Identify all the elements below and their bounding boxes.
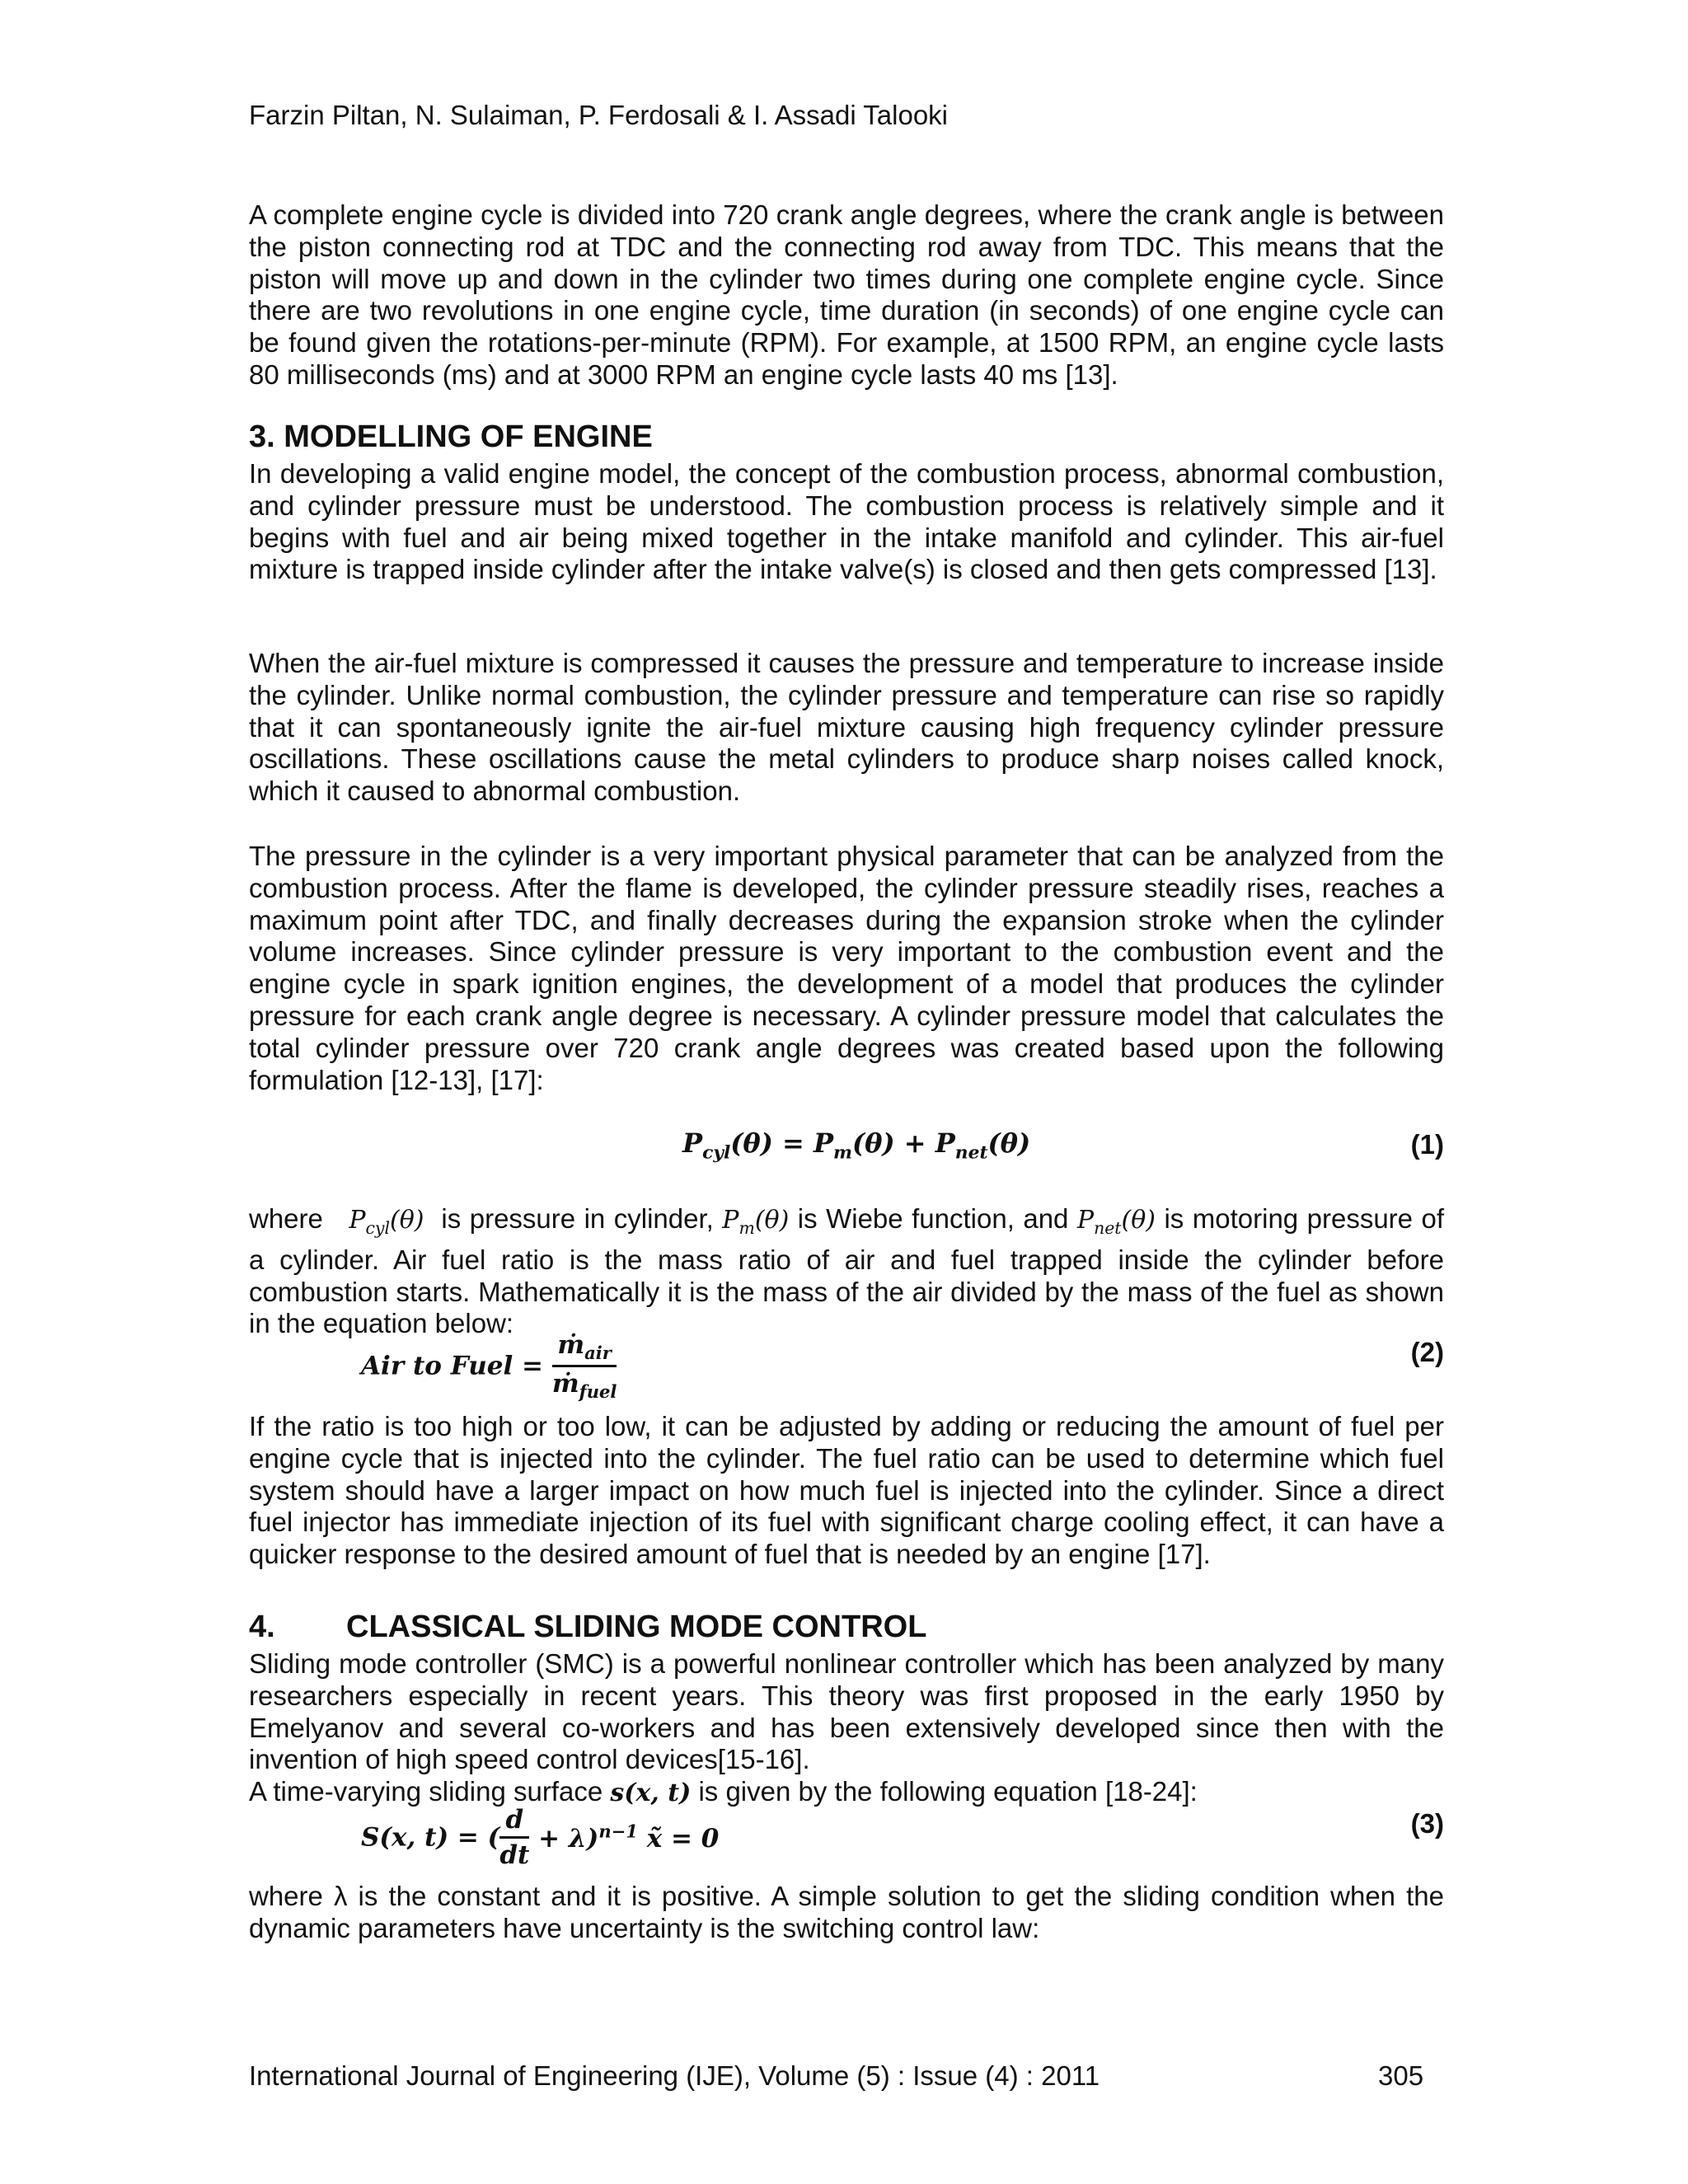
paragraph-engine-cycle: A complete engine cycle is divided into 720 crank angle degrees, where the crank angle is between the piston connecting rod at TDC and the connecting rod away from TDC. This means that the piston will move up and down in the cylinder two times during one complete engine cycle. Since there are two revolutions in one engine cycle, time duration (in seconds) of one engine cycle can be found given the rotations-per-minute (RPM). For example, at 1500 RPM, an engine cycle lasts 80 milliseconds (ms) and at 3000 RPM an engine cycle lasts 40 ms [13]. (249, 199, 1444, 390)
section-heading-modelling: 3. MODELLING OF ENGINE (249, 419, 653, 454)
equation-1: $P_{cyl}(\theta) = P_m(\theta) + P_{net}(\theta)$ (682, 1127, 1031, 1164)
inline-math-pcyl: $P_{cyl}(\theta)$ (349, 1206, 424, 1238)
paragraph-fuel-ratio: If the ratio is too high or too low, it can be adjusted by adding or reducing the amount of fuel per engine cycle that is injected into the cylinder. The fuel ratio can be used to determine which fuel system should have a larger impact on how much fuel is injected into the cylinder. Since a direct fuel injector has immediate injection of its fuel with significant charge cooling effect, it can have a quicker response to the desired amount of fuel that is needed by an engine [17]. (249, 1411, 1444, 1570)
inline-math-pnet: $P_{net}(\theta)$ (1076, 1206, 1156, 1238)
paragraph-where-pressure: where $P_{cyl}(\theta)$ is pressure in cylinder, $P_m(\theta)$ is Wiebe function, and $P_{net}(\theta)$ is motoring pressure of a cylinder. Air fuel ratio is the mass ratio of air and fuel trapped inside the cylinder before combustion starts. Mathematically it is the mass of the air divided by the mass of the fuel as shown in the equation below: (249, 1203, 1445, 1339)
inline-math-sxt: s(x, t) (610, 1779, 692, 1807)
running-header-authors: Farzin Piltan, N. Sulaiman, P. Ferdosali & I. Assadi Talooki (249, 100, 949, 130)
paragraph-engine-model: In developing a valid engine model, the concept of the combustion process, abnormal combustion, and cylinder pressure must be understood. The combustion process is relatively simple and it begins with fuel and air being mixed together in the intake manifold and cylinder. This air-fuel mixture is trapped inside cylinder after the intake valve(s) is closed and then gets compressed [13]. (249, 458, 1444, 585)
equation-3-number: (3) (1410, 1808, 1444, 1839)
equation-1-number: (1) (1410, 1129, 1444, 1160)
air-fuel-fraction: $\frac{ṁ_{air}}{ṁ_{fuel}}$ (551, 1330, 617, 1403)
footer-journal: International Journal of Engineering (IJE), Volume (5) : Issue (4) : 2011 (249, 2060, 1100, 2091)
footer-page-number: 305 (1378, 2060, 1424, 2091)
equation-2: Air to Fuel = $\frac{ṁ_{air}}{ṁ_{fuel}}$ (361, 1330, 617, 1403)
paragraph-cylinder-pressure: The pressure in the cylinder is a very important physical parameter that can be analyzed from the combustion process. After the flame is developed, the cylinder pressure steadily rises, reaches a maximum point after TDC, and finally decreases during the expansion stroke when the cylinder volume increases. Since cylinder pressure is very important to the combustion event and the engine cycle in spark ignition engines, the development of a model that produces the cylinder pressure for each crank angle degree is necessary. A cylinder pressure model that calculates the total cylinder pressure over 720 crank angle degrees was created based upon the following formulation [12-13], [17]: (249, 841, 1444, 1095)
equation-3: S(x, t) = ( $\frac{d}{dt}$ + λ)$^{n-1}$ x̃ = 0 (361, 1805, 720, 1870)
document-page: Farzin Piltan, N. Sulaiman, P. Ferdosali & I. Assadi Talooki A complete engine cycle is divided into 720 crank angle degrees, where the crank angle is between the piston connecting rod at TDC and the connecting rod away from TDC. This means that the piston will move up and down in the cylinder two times during one complete engine cycle. Since there are two revolutions in one engine cycle, time duration (in seconds) of one engine cycle can be found given the rotations-per-minute (RPM). For example, at 1500 RPM, an engine cycle lasts 80 milliseconds (ms) and at 3000 RPM an engine cycle lasts 40 ms [13]. 3. MODELLING OF ENGINE In developing a valid engine model, the concept of the combustion process, abnormal combustion, and cylinder pressure must be understood. The combustion process is relatively simple and it begins with fuel and air being mixed together in the intake manifold and cylinder. This air-fuel mixture is trapped inside cylinder after the intake valve(s) is closed and then gets compressed [13]. When the air-fuel mixture is compressed it causes the pressure and temperature to increase inside the cylinder. Unlike normal combustion, the cylinder pressure and temperature can rise so rapidly that it can spontaneously ignite the air-fuel mixture causing high frequency cylinder pressure oscillations. These oscillations cause the metal cylinders to produce sharp noises called knock, which it caused to abnormal combustion. The pressure in the cylinder is a very important physical parameter that can be analyzed from the combustion process. After the flame is developed, the cylinder pressure steadily rises, reaches a maximum point after TDC, and finally decreases during the expansion stroke when the cylinder volume increases. Since cylinder pressure is very important to the combustion event and the engine cycle in spark ignition engines, the development of a model that produces the cylinder pressure for each crank angle degree is necessary. A cylinder pressure model that calculates the total cylinder pressure over 720 crank angle degrees was created based upon the following formulation [12-13], [17]: $P_{cyl}(\theta) = P_m(\theta) + P_{net}(\theta)$ (1) where $P_{cyl}(\theta)$ is pressure in cylinder, $P_m(\theta)$ is Wiebe function, and $P_{net}(\theta)$ is motoring pressure of a cylinder. Air fuel ratio is the mass ratio of air and fuel trapped inside the cylinder before combustion starts. Mathematically it is the mass of the air divided by the mass of the fuel as shown in the equation below: Air to Fuel = $\frac{ṁ_{air}}{ṁ_{fuel}}$ (2) If the ratio is too high or too low, it can be adjusted by adding or reducing the amount of fuel per engine cycle that is injected into the cylinder. The fuel ratio can be used to determine which fuel system should have a larger impact on how much fuel is injected into the cylinder. Since a direct fuel injector has immediate injection of its fuel with significant charge cooling effect, it can have a quicker response to the desired amount of fuel that is needed by an engine [17]. 4. CLASSICAL SLIDING MODE CONTROL Sliding mode controller (SMC) is a powerful nonlinear controller which has been analyzed by many researchers especially in recent years. This theory was first proposed in the early 1950 by Emelyanov and several co-workers and has been extensively developed since then with the invention of high speed control devices[15-16]. A time-varying sliding surface s(x, t) is given by the following equation [18-24]: S(x, t) = ( $\frac{d}{dt}$ + λ)$^{n-1}$ x̃ = 0 (3) where λ is the constant and it is positive. A simple solution to get the sliding condition when the dynamic parameters have uncertainty is the switching control law: International Journal of Engineering (IJE), Volume (5) : Issue (4) : 2011 305 (249, 100, 1445, 2091)
paragraph-switching-law: where λ is the constant and it is positive. A simple solution to get the sliding condition when the dynamic parameters have uncertainty is the switching control law: (249, 1881, 1444, 1943)
paragraph-knock: When the air-fuel mixture is compressed it causes the pressure and temperature to increase inside the cylinder. Unlike normal combustion, the cylinder pressure and temperature can rise so rapidly that it can spontaneously ignite the air-fuel mixture causing high frequency cylinder pressure oscillations. These oscillations cause the metal cylinders to produce sharp noises called knock, which it caused to abnormal combustion. (249, 648, 1444, 807)
paragraph-smc-intro: Sliding mode controller (SMC) is a powerful nonlinear controller which has been analyzed by many researchers especially in recent years. This theory was first proposed in the early 1950 by Emelyanov and several co-workers and has been extensively developed since then with the invention of high speed control devices[15-16]. (249, 1648, 1444, 1775)
d-dt-fraction: $\frac{d}{dt}$ (499, 1805, 530, 1870)
inline-math-pm: $P_m(\theta)$ (722, 1206, 790, 1238)
equation-2-number: (2) (1410, 1337, 1444, 1367)
paragraph-sliding-surface: A time-varying sliding surface s(x, t) is given by the following equation [18-24]: (249, 1776, 1198, 1807)
